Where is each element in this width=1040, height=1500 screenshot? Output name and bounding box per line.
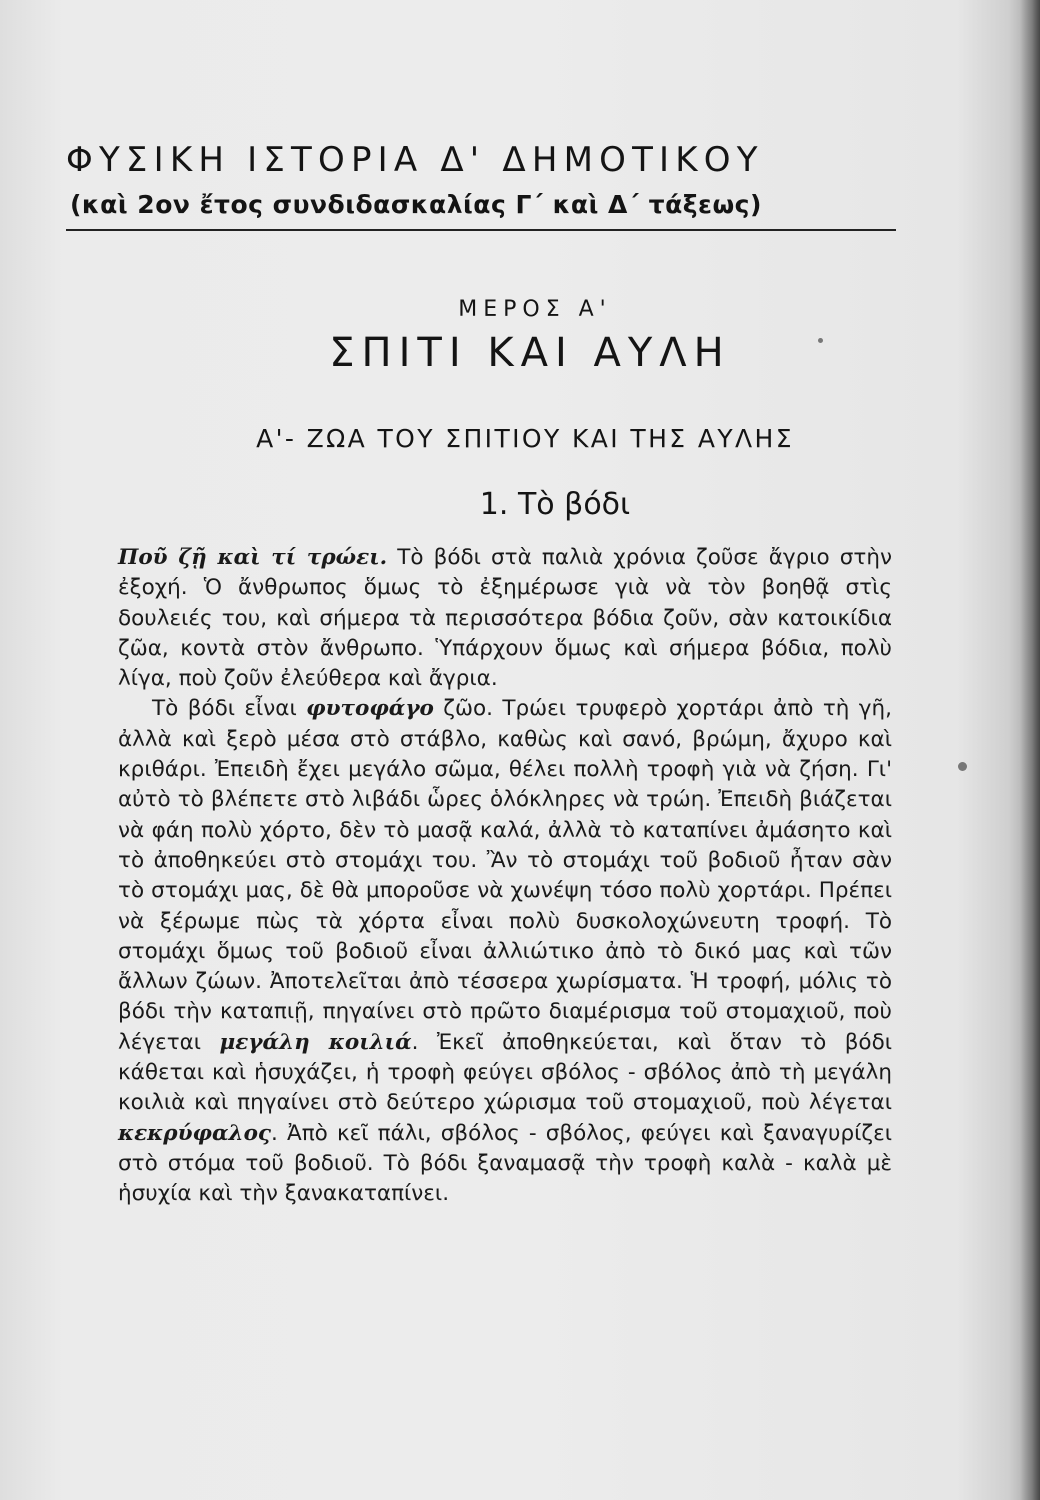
series-title: ΦΥΣΙΚΗ ΙΣΤΟΡΙΑ Δ' ΔΗΜΟΤΙΚΟΥ — [66, 140, 764, 180]
paragraph-2-part-d: . Ἀπὸ κεῖ πάλι, σβόλος - σβόλος, φεύγει καὶ ξαναγυρίζει στὸ στόμα τοῦ βοδιοῦ. Τὸ βόδι ξαναμασᾷ τὴν τροφὴ καλὰ - καλὰ μὲ ἡσυχία καὶ τὴν ξανακαταπίνει. — [118, 1120, 892, 1207]
series-subtitle: (καὶ 2ον ἔτος συνδιδασκαλίας Γ΄ καὶ Δ΄ τάξεως) — [70, 190, 762, 219]
paragraph-2-part-a: Τὸ βόδι εἶναι — [152, 696, 307, 722]
term-rumen: μεγάλη κοιλιά — [219, 1029, 412, 1055]
paragraph-1 — [118, 543, 892, 694]
term-reticulum: κεκρύφαλος — [118, 1120, 272, 1146]
paragraph-1-lead: Ποῦ ζῇ καὶ τί τρώει. — [118, 545, 388, 570]
paragraph-2-part-b: ζῶο. Τρώει τρυφερὸ χορτάρι ἀπὸ τὴ γῆ, ἀλλὰ καὶ ξερὸ μέσα στὸ στάβλο, καθὼς καὶ σανό, βρώμη, ἄχυρο καὶ κριθάρι. Ἐπειδὴ ἔχει μεγάλο σῶμα, θέλει πολλὴ τροφὴ γιὰ νὰ ζήση. Γι' αὐτὸ τὸ βλέπετε στὸ λιβάδι ὧρες ὁλόκληρες νὰ τρώη. Ἐπειδὴ βιάζεται νὰ φάη πολὺ χόρτο, δὲν τὸ μασᾷ καλά, ἀλλὰ τὸ καταπίνει ἀμάσητο καὶ τὸ ἀποθηκεύει στὸ στομάχι του. Ἂν τὸ στομάχι τοῦ βοδιοῦ ἦταν σὰν τὸ στομάχι μας, δὲ θὰ μποροῦσε νὰ χωνέψη τόσο πολὺ χορτάρι. Πρέπει νὰ ξέρωμε πὼς τὰ χόρτα εἶναι πολὺ δυσκολοχώνευτη τροφή. Τὸ στομάχι ὅμως τοῦ βοδιοῦ εἶναι ἀλλιώτικο ἀπὸ τὸ δικό μας καὶ τῶν ἄλλων ζώων. Ἀποτελεῖται ἀπὸ τέσσερα χωρίσματα. Ἡ τροφή, μόλις τὸ βόδι τὴν καταπιῇ, πηγαίνει στὸ πρῶτο διαμέρισμα τοῦ στομαχιοῦ, ποὺ λέγεται — [118, 696, 892, 1055]
part-title: ΣΠΙΤΙ ΚΑΙ ΑΥΛΗ — [329, 330, 731, 376]
paragraph-1-text: Τὸ βόδι στὰ παλιὰ χρόνια ζοῦσε ἄγριο στὴν ἐξοχή. Ὁ ἄνθρωπος ὅμως τὸ ἐξημέρωσε γιὰ νὰ τὸν βοηθᾷ στὶς δουλειές του, καὶ σήμερα τὰ περισσότερα βόδια ζοῦν, σὰν κατοικίδια ζῶα, κοντὰ στὸν ἄνθρωπο. Ὑπάρχουν ὅμως καὶ σήμερα βόδια, πολὺ λίγα, ποὺ ζοῦν ἐλεύθερα καὶ ἄγρια. — [118, 545, 892, 692]
paragraph-2 — [118, 694, 892, 1209]
header-rule — [66, 229, 896, 231]
lesson-title: 1. Τὸ βόδι — [479, 487, 631, 522]
paper-speck — [818, 338, 823, 343]
lesson-body — [118, 543, 892, 1210]
paper-speck — [958, 762, 967, 771]
part-label: ΜΕΡΟΣ Α' — [458, 297, 612, 322]
section-title: Α'- ΖΩΑ ΤΟΥ ΣΠΙΤΙΟΥ ΚΑΙ ΤΗΣ ΑΥΛΗΣ — [256, 424, 794, 453]
paragraph-2-part-c: . Ἐκεῖ ἀποθηκεύεται, καὶ ὅταν τὸ βόδι κάθεται καὶ ἡσυχάζει, ἡ τροφὴ φεύγει σβόλος - σβόλος ἀπὸ τὴ μεγάλη κοιλιὰ καὶ πηγαίνει στὸ δεύτερο χώρισμα τοῦ στομαχιοῦ, ποὺ λέγεται — [118, 1029, 893, 1116]
term-herbivore: φυτοφάγο — [306, 696, 434, 722]
page-edge-shadow — [1020, 0, 1040, 1500]
